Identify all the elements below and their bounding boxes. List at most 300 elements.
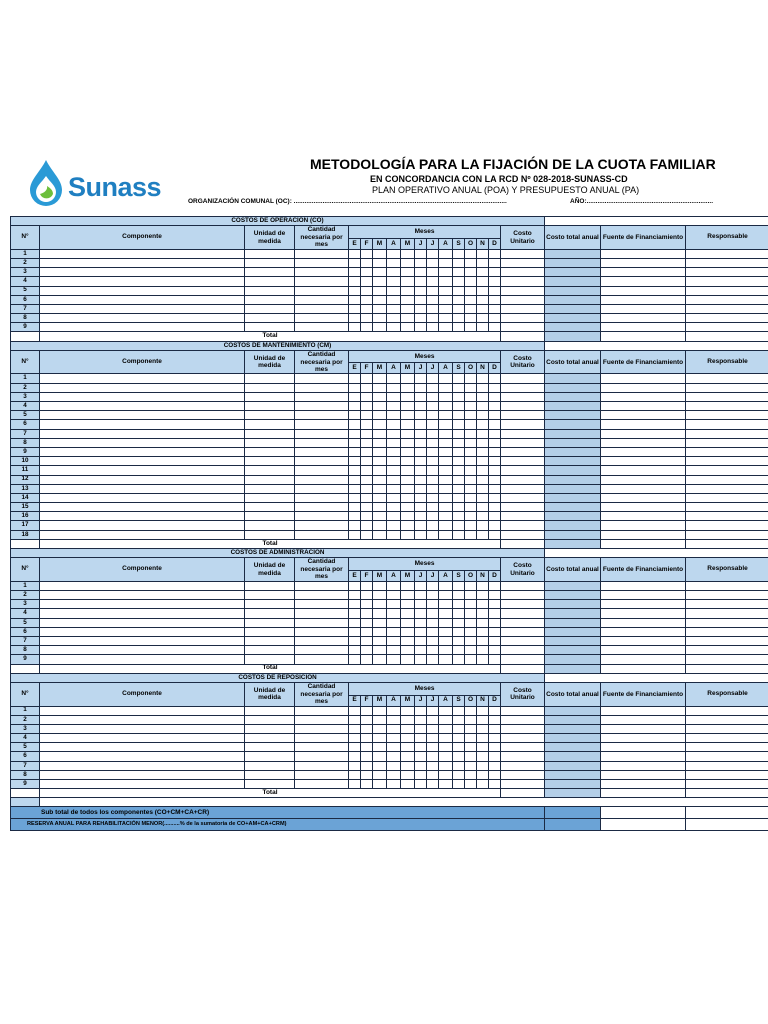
table-cell[interactable]	[601, 383, 686, 392]
table-cell[interactable]	[545, 770, 601, 779]
table-cell[interactable]	[40, 743, 245, 752]
table-cell[interactable]	[545, 258, 601, 267]
table-cell[interactable]	[40, 627, 245, 636]
table-cell[interactable]	[415, 600, 427, 609]
table-cell[interactable]	[601, 402, 686, 411]
table-cell[interactable]	[415, 484, 427, 493]
table-cell[interactable]	[415, 475, 427, 484]
table-cell[interactable]	[40, 770, 245, 779]
table-cell[interactable]	[453, 734, 465, 743]
table-cell[interactable]	[373, 591, 387, 600]
table-cell[interactable]	[387, 447, 401, 456]
table-cell[interactable]	[465, 475, 477, 484]
table-cell[interactable]	[453, 268, 465, 277]
table-cell[interactable]	[439, 438, 453, 447]
table-cell[interactable]	[401, 591, 415, 600]
table-cell[interactable]	[373, 734, 387, 743]
table-cell[interactable]	[427, 374, 439, 383]
table-cell[interactable]	[501, 715, 545, 724]
table-cell[interactable]	[295, 581, 349, 590]
table-cell[interactable]	[601, 600, 686, 609]
table-cell[interactable]	[245, 591, 295, 600]
table-cell[interactable]	[361, 258, 373, 267]
table-cell[interactable]	[477, 493, 489, 502]
table-cell[interactable]	[245, 521, 295, 530]
table-cell[interactable]	[387, 655, 401, 664]
table-cell[interactable]	[453, 646, 465, 655]
table-cell[interactable]	[501, 295, 545, 304]
table-cell[interactable]	[373, 295, 387, 304]
table-cell[interactable]	[387, 512, 401, 521]
table-cell[interactable]	[686, 314, 768, 323]
table-cell[interactable]	[453, 475, 465, 484]
table-cell[interactable]	[439, 521, 453, 530]
table-cell[interactable]	[373, 304, 387, 313]
table-cell[interactable]	[427, 770, 439, 779]
table-cell[interactable]	[349, 627, 361, 636]
table-cell[interactable]	[361, 715, 373, 724]
table-cell[interactable]	[601, 636, 686, 645]
table-cell[interactable]	[439, 618, 453, 627]
table-cell[interactable]	[40, 512, 245, 521]
table-cell[interactable]	[501, 512, 545, 521]
table-cell[interactable]	[427, 530, 439, 539]
table-cell[interactable]	[465, 268, 477, 277]
table-cell[interactable]	[387, 411, 401, 420]
table-cell[interactable]	[245, 392, 295, 401]
table-cell[interactable]	[361, 734, 373, 743]
table-cell[interactable]	[415, 295, 427, 304]
table-cell[interactable]	[349, 493, 361, 502]
table-cell[interactable]	[477, 530, 489, 539]
table-cell[interactable]	[501, 530, 545, 539]
table-cell[interactable]	[465, 277, 477, 286]
table-cell[interactable]	[501, 636, 545, 645]
table-cell[interactable]	[40, 724, 245, 733]
table-cell[interactable]	[401, 411, 415, 420]
table-cell[interactable]	[439, 512, 453, 521]
table-cell[interactable]	[401, 392, 415, 401]
table-cell[interactable]	[295, 304, 349, 313]
table-cell[interactable]	[501, 627, 545, 636]
table-cell[interactable]	[387, 724, 401, 733]
table-cell[interactable]	[501, 402, 545, 411]
table-cell[interactable]	[501, 770, 545, 779]
table-cell[interactable]	[439, 627, 453, 636]
table-cell[interactable]	[295, 268, 349, 277]
table-cell[interactable]	[477, 484, 489, 493]
table-cell[interactable]	[686, 277, 768, 286]
table-cell[interactable]	[601, 780, 686, 789]
table-cell[interactable]	[489, 627, 501, 636]
table-cell[interactable]	[477, 383, 489, 392]
table-cell[interactable]	[601, 618, 686, 627]
table-cell[interactable]	[295, 618, 349, 627]
table-cell[interactable]	[501, 724, 545, 733]
table-cell[interactable]	[501, 304, 545, 313]
table-cell[interactable]	[453, 618, 465, 627]
table-cell[interactable]	[361, 383, 373, 392]
table-cell[interactable]	[501, 268, 545, 277]
table-cell[interactable]	[477, 512, 489, 521]
table-cell[interactable]	[245, 429, 295, 438]
table-cell[interactable]	[373, 761, 387, 770]
table-cell[interactable]	[427, 503, 439, 512]
table-cell[interactable]	[349, 420, 361, 429]
table-cell[interactable]	[361, 466, 373, 475]
table-cell[interactable]	[545, 402, 601, 411]
table-cell[interactable]	[40, 600, 245, 609]
table-cell[interactable]	[545, 706, 601, 715]
table-cell[interactable]	[439, 447, 453, 456]
table-cell[interactable]	[465, 706, 477, 715]
table-cell[interactable]	[601, 655, 686, 664]
table-cell[interactable]	[373, 475, 387, 484]
table-cell[interactable]	[501, 429, 545, 438]
table-cell[interactable]	[40, 466, 245, 475]
table-cell[interactable]	[387, 618, 401, 627]
table-cell[interactable]	[427, 655, 439, 664]
table-cell[interactable]	[686, 304, 768, 313]
table-cell[interactable]	[387, 743, 401, 752]
table-cell[interactable]	[401, 268, 415, 277]
table-cell[interactable]	[477, 743, 489, 752]
table-cell[interactable]	[489, 392, 501, 401]
table-cell[interactable]	[415, 493, 427, 502]
table-cell[interactable]	[477, 411, 489, 420]
subtotal-row-value[interactable]	[545, 807, 601, 819]
table-cell[interactable]	[245, 447, 295, 456]
table-cell[interactable]	[387, 402, 401, 411]
table-cell[interactable]	[387, 392, 401, 401]
table-cell[interactable]	[245, 581, 295, 590]
table-cell[interactable]	[439, 277, 453, 286]
table-cell[interactable]	[465, 438, 477, 447]
table-cell[interactable]	[40, 752, 245, 761]
table-cell[interactable]	[489, 484, 501, 493]
table-cell[interactable]	[465, 724, 477, 733]
table-cell[interactable]	[361, 484, 373, 493]
table-cell[interactable]	[295, 323, 349, 332]
table-cell[interactable]	[40, 530, 245, 539]
table-cell[interactable]	[489, 286, 501, 295]
table-cell[interactable]	[489, 752, 501, 761]
table-cell[interactable]	[477, 724, 489, 733]
table-cell[interactable]	[40, 411, 245, 420]
table-cell[interactable]	[415, 457, 427, 466]
table-cell[interactable]	[401, 655, 415, 664]
table-cell[interactable]	[361, 503, 373, 512]
table-cell[interactable]	[373, 600, 387, 609]
table-cell[interactable]	[601, 286, 686, 295]
table-cell[interactable]	[349, 600, 361, 609]
table-cell[interactable]	[40, 457, 245, 466]
table-cell[interactable]	[40, 484, 245, 493]
table-cell[interactable]	[501, 447, 545, 456]
table-cell[interactable]	[40, 591, 245, 600]
table-cell[interactable]	[545, 724, 601, 733]
table-cell[interactable]	[415, 411, 427, 420]
table-cell[interactable]	[387, 761, 401, 770]
table-cell[interactable]	[601, 268, 686, 277]
table-cell[interactable]	[477, 314, 489, 323]
table-cell[interactable]	[465, 295, 477, 304]
table-cell[interactable]	[373, 743, 387, 752]
table-cell[interactable]	[373, 383, 387, 392]
table-cell[interactable]	[545, 392, 601, 401]
table-cell[interactable]	[453, 770, 465, 779]
table-cell[interactable]	[373, 724, 387, 733]
table-cell[interactable]	[245, 646, 295, 655]
table-cell[interactable]	[387, 429, 401, 438]
table-cell[interactable]	[489, 429, 501, 438]
table-cell[interactable]	[465, 304, 477, 313]
table-cell[interactable]	[545, 411, 601, 420]
table-cell[interactable]	[501, 581, 545, 590]
table-cell[interactable]	[415, 752, 427, 761]
table-cell[interactable]	[439, 655, 453, 664]
table-cell[interactable]	[245, 493, 295, 502]
table-cell[interactable]	[387, 734, 401, 743]
table-cell[interactable]	[387, 258, 401, 267]
table-cell[interactable]	[415, 581, 427, 590]
table-cell[interactable]	[477, 249, 489, 258]
table-cell[interactable]	[415, 447, 427, 456]
table-cell[interactable]	[401, 715, 415, 724]
table-cell[interactable]	[349, 609, 361, 618]
table-cell[interactable]	[489, 706, 501, 715]
table-cell[interactable]	[601, 258, 686, 267]
table-cell[interactable]	[489, 374, 501, 383]
table-cell[interactable]	[427, 438, 439, 447]
table-cell[interactable]	[401, 295, 415, 304]
table-cell[interactable]	[40, 618, 245, 627]
table-cell[interactable]	[401, 743, 415, 752]
table-cell[interactable]	[245, 530, 295, 539]
table-cell[interactable]	[601, 512, 686, 521]
table-cell[interactable]	[477, 591, 489, 600]
table-cell[interactable]	[401, 618, 415, 627]
table-cell[interactable]	[401, 512, 415, 521]
table-cell[interactable]	[40, 715, 245, 724]
table-cell[interactable]	[373, 503, 387, 512]
table-cell[interactable]	[349, 466, 361, 475]
table-cell[interactable]	[545, 780, 601, 789]
table-cell[interactable]	[477, 734, 489, 743]
table-cell[interactable]	[439, 734, 453, 743]
table-cell[interactable]	[387, 627, 401, 636]
table-cell[interactable]	[489, 581, 501, 590]
table-cell[interactable]	[489, 780, 501, 789]
table-cell[interactable]	[465, 323, 477, 332]
table-cell[interactable]	[465, 636, 477, 645]
table-cell[interactable]	[453, 521, 465, 530]
table-cell[interactable]	[601, 530, 686, 539]
table-cell[interactable]	[361, 770, 373, 779]
table-cell[interactable]	[361, 609, 373, 618]
table-cell[interactable]	[601, 734, 686, 743]
table-cell[interactable]	[245, 268, 295, 277]
table-cell[interactable]	[387, 493, 401, 502]
table-cell[interactable]	[349, 646, 361, 655]
table-cell[interactable]	[295, 249, 349, 258]
table-cell[interactable]	[501, 734, 545, 743]
table-cell[interactable]	[245, 780, 295, 789]
table-cell[interactable]	[501, 457, 545, 466]
table-cell[interactable]	[245, 752, 295, 761]
table-cell[interactable]	[545, 374, 601, 383]
table-cell[interactable]	[439, 402, 453, 411]
table-cell[interactable]	[465, 420, 477, 429]
table-cell[interactable]	[40, 475, 245, 484]
table-cell[interactable]	[465, 374, 477, 383]
table-cell[interactable]	[427, 268, 439, 277]
table-cell[interactable]	[545, 503, 601, 512]
table-cell[interactable]	[439, 706, 453, 715]
table-cell[interactable]	[601, 457, 686, 466]
table-cell[interactable]	[373, 268, 387, 277]
table-cell[interactable]	[295, 761, 349, 770]
table-cell[interactable]	[489, 770, 501, 779]
table-cell[interactable]	[415, 277, 427, 286]
table-cell[interactable]	[477, 581, 489, 590]
table-cell[interactable]	[40, 295, 245, 304]
table-cell[interactable]	[387, 304, 401, 313]
table-cell[interactable]	[477, 706, 489, 715]
table-cell[interactable]	[477, 646, 489, 655]
table-cell[interactable]	[545, 521, 601, 530]
table-cell[interactable]	[427, 646, 439, 655]
table-cell[interactable]	[477, 286, 489, 295]
table-cell[interactable]	[427, 249, 439, 258]
table-cell[interactable]	[439, 420, 453, 429]
table-cell[interactable]	[427, 383, 439, 392]
table-cell[interactable]	[415, 655, 427, 664]
table-cell[interactable]	[477, 475, 489, 484]
table-cell[interactable]	[427, 743, 439, 752]
table-cell[interactable]	[465, 402, 477, 411]
table-cell[interactable]	[361, 655, 373, 664]
table-cell[interactable]	[427, 512, 439, 521]
table-cell[interactable]	[686, 420, 768, 429]
table-cell[interactable]	[465, 411, 477, 420]
table-cell[interactable]	[439, 411, 453, 420]
table-cell[interactable]	[387, 374, 401, 383]
table-cell[interactable]	[295, 530, 349, 539]
table-cell[interactable]	[686, 770, 768, 779]
table-cell[interactable]	[361, 323, 373, 332]
table-cell[interactable]	[373, 249, 387, 258]
table-cell[interactable]	[361, 493, 373, 502]
table-cell[interactable]	[349, 447, 361, 456]
table-cell[interactable]	[439, 295, 453, 304]
table-cell[interactable]	[601, 819, 686, 831]
table-cell[interactable]	[601, 249, 686, 258]
table-cell[interactable]	[465, 780, 477, 789]
table-cell[interactable]	[601, 438, 686, 447]
table-cell[interactable]	[545, 323, 601, 332]
table-cell[interactable]	[245, 734, 295, 743]
table-cell[interactable]	[349, 655, 361, 664]
table-cell[interactable]	[295, 402, 349, 411]
table-cell[interactable]	[686, 600, 768, 609]
table-cell[interactable]	[477, 618, 489, 627]
table-cell[interactable]	[40, 609, 245, 618]
table-cell[interactable]	[545, 581, 601, 590]
table-cell[interactable]	[439, 457, 453, 466]
table-cell[interactable]	[545, 304, 601, 313]
table-cell[interactable]	[401, 646, 415, 655]
table-cell[interactable]	[545, 268, 601, 277]
table-cell[interactable]	[453, 780, 465, 789]
table-cell[interactable]	[427, 734, 439, 743]
table-cell[interactable]	[427, 304, 439, 313]
table-cell[interactable]	[501, 646, 545, 655]
table-cell[interactable]	[465, 761, 477, 770]
table-cell[interactable]	[349, 402, 361, 411]
table-cell[interactable]	[489, 493, 501, 502]
table-cell[interactable]	[349, 249, 361, 258]
table-cell[interactable]	[439, 374, 453, 383]
table-cell[interactable]	[601, 807, 686, 819]
table-cell[interactable]	[489, 475, 501, 484]
table-cell[interactable]	[295, 295, 349, 304]
table-cell[interactable]	[387, 323, 401, 332]
table-cell[interactable]	[477, 277, 489, 286]
table-cell[interactable]	[361, 411, 373, 420]
table-cell[interactable]	[387, 503, 401, 512]
table-cell[interactable]	[545, 609, 601, 618]
table-cell[interactable]	[427, 475, 439, 484]
table-cell[interactable]	[361, 420, 373, 429]
table-cell[interactable]	[373, 581, 387, 590]
table-cell[interactable]	[295, 512, 349, 521]
table-cell[interactable]	[453, 581, 465, 590]
table-cell[interactable]	[601, 761, 686, 770]
table-cell[interactable]	[361, 429, 373, 438]
table-cell[interactable]	[453, 715, 465, 724]
table-cell[interactable]	[361, 521, 373, 530]
table-cell[interactable]	[489, 314, 501, 323]
table-cell[interactable]	[373, 627, 387, 636]
table-cell[interactable]	[415, 503, 427, 512]
table-cell[interactable]	[489, 383, 501, 392]
table-cell[interactable]	[601, 466, 686, 475]
table-cell[interactable]	[465, 743, 477, 752]
table-cell[interactable]	[373, 770, 387, 779]
table-cell[interactable]	[601, 374, 686, 383]
table-cell[interactable]	[415, 268, 427, 277]
table-cell[interactable]	[489, 438, 501, 447]
table-cell[interactable]	[427, 636, 439, 645]
table-cell[interactable]	[401, 484, 415, 493]
table-cell[interactable]	[295, 636, 349, 645]
table-cell[interactable]	[439, 249, 453, 258]
table-cell[interactable]	[465, 627, 477, 636]
table-cell[interactable]	[477, 447, 489, 456]
table-cell[interactable]	[40, 323, 245, 332]
table-cell[interactable]	[245, 466, 295, 475]
table-cell[interactable]	[40, 402, 245, 411]
table-cell[interactable]	[401, 581, 415, 590]
table-cell[interactable]	[489, 268, 501, 277]
table-cell[interactable]	[245, 383, 295, 392]
table-cell[interactable]	[489, 447, 501, 456]
table-cell[interactable]	[686, 581, 768, 590]
table-cell[interactable]	[453, 286, 465, 295]
table-cell[interactable]	[295, 277, 349, 286]
table-cell[interactable]	[387, 636, 401, 645]
